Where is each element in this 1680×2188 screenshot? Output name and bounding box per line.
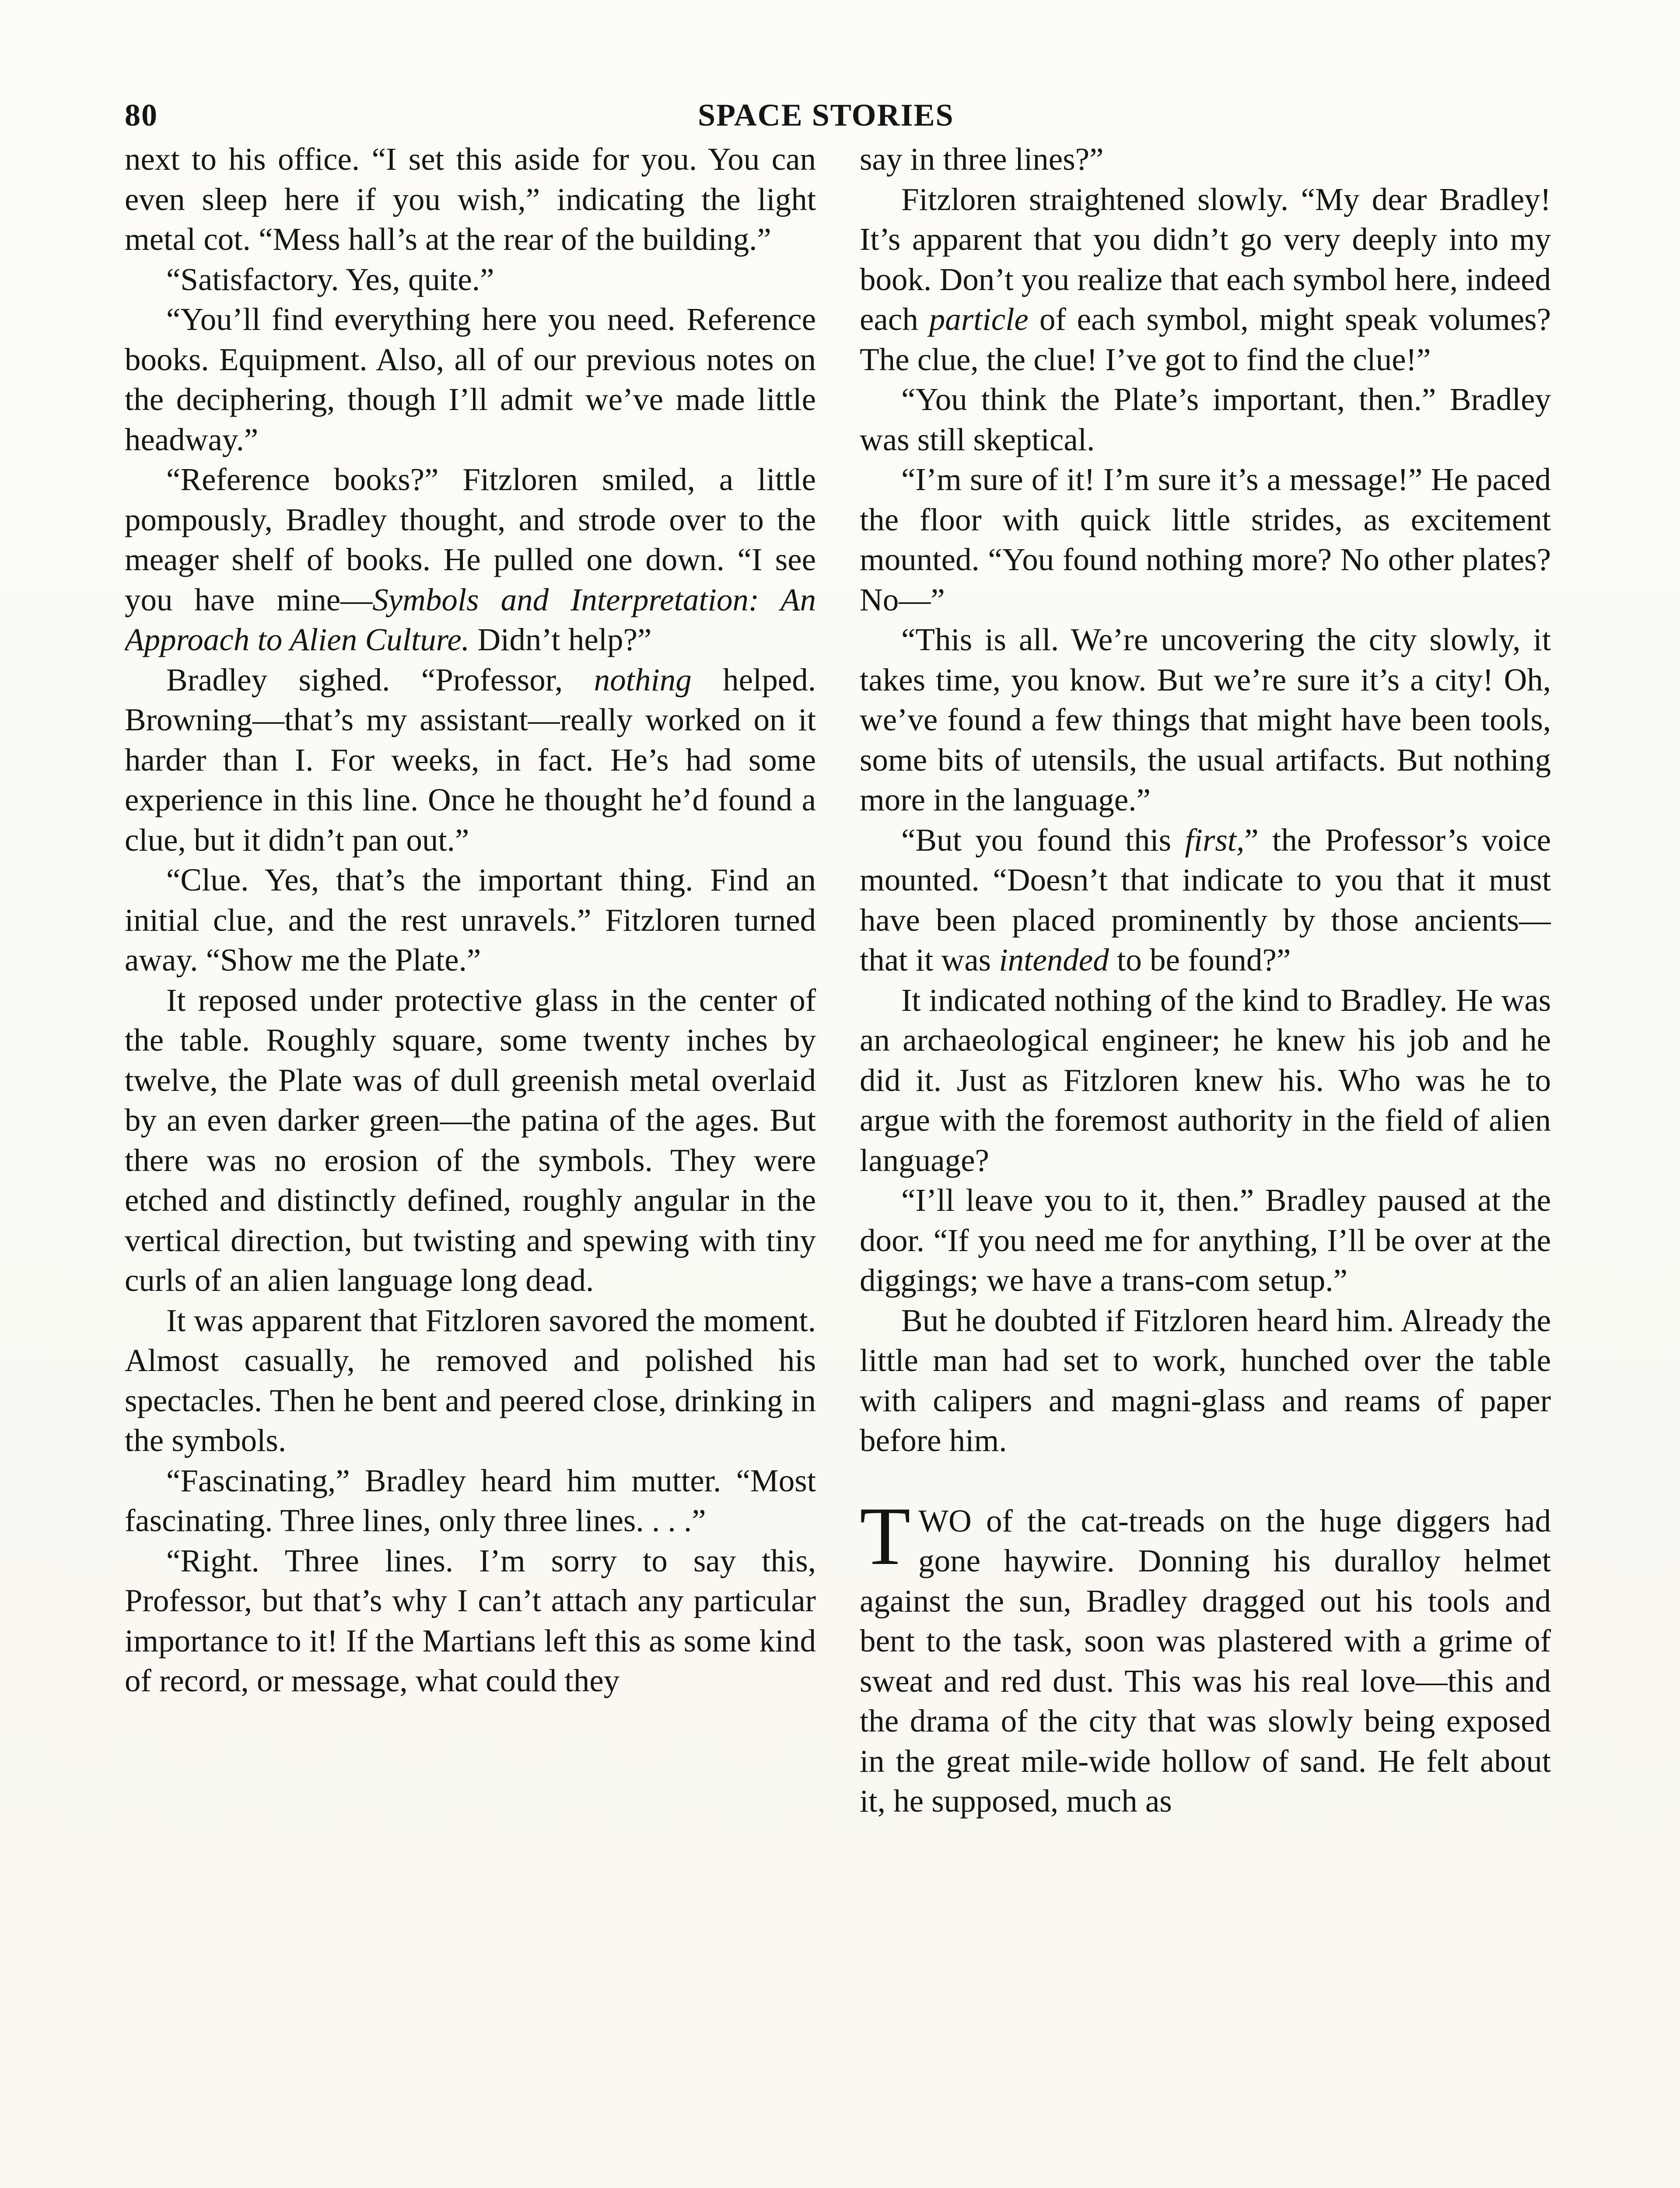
paragraph: “I’m sure of it! I’m sure it’s a message!” He paced the floor with quick little strides, as excitement mounted. “You found nothing more? No other plates? No—” <box>860 462 1551 617</box>
paragraph-text: “Reference books?” Fitzloren smiled, a little pompously, Bradley thought, and strode over to the meager shelf of books. He pulled one down. “I see you have mine— <box>125 462 816 617</box>
paragraph-text: helped. Browning—that’s my assistant—really worked on it harder than I. For weeks, in fact. He’s had some experience in this line. Once he thought he’d found a clue, but it didn’t pan out.” <box>125 662 816 858</box>
emphasis-text: intended <box>999 942 1109 978</box>
paragraph: “Clue. Yes, that’s the important thing. Find an initial clue, and the rest unravels.” Fitzloren turned away. “Show me the Plate.” <box>125 862 816 978</box>
paragraph: say in three lines?” <box>860 141 1104 177</box>
book-title: Symbols and Interpretation: An Approach to Alien Culture. <box>125 582 816 657</box>
paragraph-text: to be found?” <box>1109 942 1291 978</box>
paragraph <box>125 459 816 660</box>
paragraph-text: of each symbol, might speak volumes? The clue, the clue! I’ve got to find the clue!” <box>860 302 1551 377</box>
paragraph: “Satisfactory. Yes, quite.” <box>166 261 494 297</box>
paragraph-text: Bradley sighed. “Professor, <box>166 662 594 698</box>
drop-cap: T <box>860 1490 911 1582</box>
opening-small-caps: WO <box>918 1503 972 1539</box>
paragraph-text: ” the Professor’s voice mounted. “Doesn’t that indicate to you that it must have been placed prominently by those ancients—that it was <box>860 822 1551 978</box>
paragraph-text: of the cat-treads on the huge diggers had gone haywire. Donning his duralloy helmet against the sun, Bradley dragged out his tools and bent to the task, soon was plastered with a grime of sweat and red dust. This was his real love—this and the drama of the city that was slowly being exposed in the great mile-wide hollow of sand. He felt about it, he supposed, much as <box>860 1503 1551 1819</box>
running-head: SPACE STORIES <box>698 98 954 133</box>
paragraph <box>860 179 1551 380</box>
right-text-column <box>860 139 1551 2188</box>
page-header <box>125 97 1555 137</box>
paragraph: next to his office. “I set this aside for you. You can even sleep here if you wish,” indicating the light metal cot. “Mess hall’s at the rear of the building.” <box>125 141 816 257</box>
emphasis-text: particle <box>929 302 1029 337</box>
paragraph: “This is all. We’re uncovering the city slowly, it takes time, you know. But we’re sure it’s a city! Oh, we’ve found a few things that might have been tools, some bits of utensils, the usual artifacts. But nothing more in the language.” <box>860 622 1551 817</box>
paragraph: “You’ll find everything here you need. Reference books. Equipment. Also, all of our previous notes on the deciphering, though I’ll admit we’ve made little headway.” <box>125 302 816 457</box>
paragraph-text: Fitzloren straightened slowly. “My dear Bradley! It’s apparent that you didn’t go very deeply into my book. Don’t you realize that each symbol here, indeed each <box>860 181 1551 337</box>
paragraph <box>860 820 1551 980</box>
paragraph: “You think the Plate’s important, then.” Bradley was still skeptical. <box>860 382 1551 457</box>
paragraph: It reposed under protective glass in the center of the table. Roughly square, some twenty inches by twelve, the Plate was of dull greenish metal overlaid by an even darker green—the patina of the ages. But there was no erosion of the symbols. They were etched and distinctly defined, roughly angular in the vertical direction, but twisting and spewing with tiny curls of an alien language long dead. <box>125 982 816 1298</box>
paragraph-text: “But you found this <box>901 822 1185 858</box>
paragraph: “Right. Three lines. I’m sorry to say this, Professor, but that’s why I can’t attach any particular importance to it! If the Martians left this as some kind of record, or message, what could they <box>125 1543 816 1698</box>
emphasis-text: first, <box>1185 822 1245 858</box>
paragraph <box>125 660 816 860</box>
paragraph: But he doubted if Fitzloren heard him. Already the little man had set to work, hunched over the table with calipers and magni-glass and reams of paper before him. <box>860 1302 1551 1458</box>
paragraph: It indicated nothing of the kind to Bradley. He was an archaeological engineer; he knew his job and he did it. Just as Fitzloren knew his. Who was he to argue with the foremost authority in the field of alien language? <box>860 982 1551 1178</box>
paragraph: “I’ll leave you to it, then.” Bradley paused at the door. “If you need me for anything, I’ll be over at the diggings; we have a trans-com setup.” <box>860 1182 1551 1298</box>
page-number: 80 <box>125 98 158 133</box>
paragraph-text: Didn’t help?” <box>469 622 652 657</box>
paragraph: “Fascinating,” Bradley heard him mutter. “Most fascinating. Three lines, only three lines. . . .” <box>125 1462 816 1538</box>
paragraph: It was apparent that Fitzloren savored the moment. Almost casually, he removed and polished his spectacles. Then he bent and peered close, drinking in the symbols. <box>125 1302 816 1458</box>
emphasis-text: nothing <box>594 662 692 698</box>
section-opening-paragraph <box>860 1490 1551 1821</box>
left-text-column <box>125 139 816 2188</box>
